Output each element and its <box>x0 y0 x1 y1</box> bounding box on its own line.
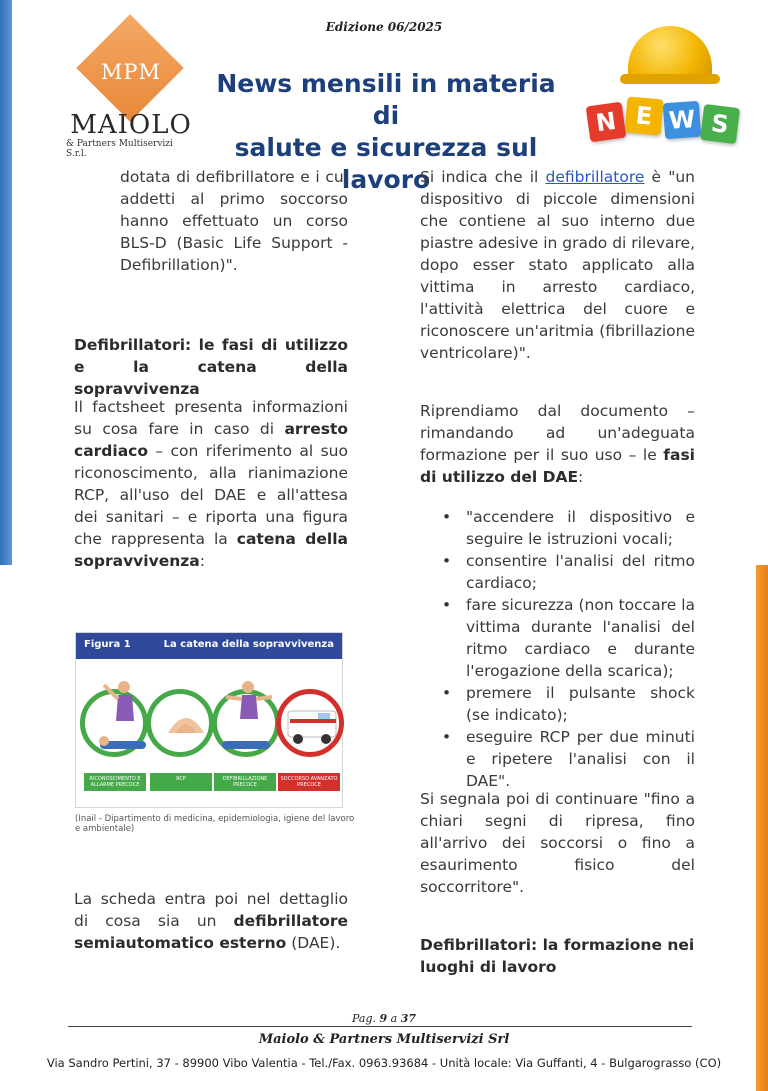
chain-step-3: DEFIBRILLAZIONE PRECOCE <box>214 773 276 791</box>
left-paragraph-dae: La scheda entra poi nel dettaglio di cosa sia un defibrillatore semiautomatico esterno (DAE). <box>74 890 348 952</box>
list-item: • premere il pulsante shock (se indicato); <box>420 682 695 726</box>
list-item: • fare sicurezza (non toccare la vittima durante l'analisi del ritmo cardiaco e durante l'erogazione della scarica); <box>420 594 695 682</box>
right-paragraph-definition: Si indica che il defibrillatore è "un dispositivo di piccole dimensioni che contiene al suo interno due piastre adesive in grado di rilevare, dopo esser stato applicato alla vittima in arresto cardiaco, l'attività elettrica del cuore e riconoscere un'aritmia (fibrillazione ventricolare)". <box>420 168 695 362</box>
left-paragraph-factsheet: Il factsheet presenta informazioni su cosa fare in caso di arresto cardiaco – con riferimento al suo riconoscimento, alla rianimazione RCP, all'uso del DAE e all'attesa dei sanitari – e riporta una figura che rappresenta la catena della sopravvivenza: <box>74 398 348 570</box>
section-heading-formazione: Defibrillatori: la formazione nei luoghi di lavoro <box>420 936 695 976</box>
title-line-2: salute e sicurezza sul lavoro <box>234 133 538 194</box>
dae-steps-list <box>420 506 695 792</box>
right-paragraph-fasi: Riprendiamo dal documento – rimandando ad un'adeguata formazione per il suo uso – le fasi di utilizzo del DAE: <box>420 402 695 486</box>
rescuer-alarm-icon <box>96 677 156 761</box>
news-cube-e: E <box>624 96 663 135</box>
news-cube-s: S <box>700 104 740 144</box>
news-cube-w: W <box>663 101 701 139</box>
cpr-hands-icon <box>162 693 210 753</box>
term-catena: catena della sopravvivenza <box>74 530 348 570</box>
list-item: • consentire l'analisi del ritmo cardiaco; <box>420 550 695 594</box>
term-arresto-cardiaco: arresto cardiaco <box>74 420 348 460</box>
defibrillation-icon <box>216 677 278 761</box>
logo-subtitle: & Partners Multiservizi S.r.l. <box>66 139 173 159</box>
list-item: • eseguire RCP per due minuti e ripetere l'analisi con il DAE". <box>420 726 695 792</box>
survival-chain-figure <box>75 632 343 808</box>
news-cube-n: N <box>586 102 627 143</box>
term-fasi-dae: fasi di utilizzo del DAE <box>420 446 695 486</box>
news-blocks <box>588 98 738 140</box>
chain-step-1: RICONOSCIMENTO E ALLARME PRECOCE <box>84 773 146 791</box>
ambulance-icon <box>286 703 340 747</box>
figure-caption: (Inail - Dipartimento di medicina, epidemiologia, igiene del lavoro e ambientale) <box>75 814 355 834</box>
page-number: Pag. 9 a 37 <box>351 1012 417 1025</box>
figure-title: La catena della sopravvivenza <box>163 639 334 650</box>
chain-step-2: RCP <box>150 773 212 791</box>
hard-hat-icon <box>620 20 720 90</box>
company-logo <box>66 26 196 159</box>
list-item: • "accendere il dispositivo e seguire le istruzioni vocali; <box>420 506 695 550</box>
footer-company: Maiolo & Partners Multiservizi Srl <box>258 1032 510 1047</box>
right-paragraph-continuare: Si segnala poi di continuare "fino a chiari segni di ripresa, fino all'arrivo dei soccorsi o fino a esaurimento fisico del soccorritore". <box>420 790 695 896</box>
footer-address: Via Sandro Pertini, 37 - 89900 Vibo Valentia - Tel./Fax. 0963.93684 - Unità locale: Via Guffanti, 4 - Bulgarograsso (CO) <box>46 1056 722 1070</box>
defibrillatore-link[interactable]: defibrillatore <box>545 168 645 186</box>
logo-initials: MPM <box>100 60 162 84</box>
edition-label: Edizione 06/2025 <box>325 20 443 34</box>
chain-step-4: SOCCORSO AVANZATO PRECOCE <box>278 773 340 791</box>
logo-name: MAIOLO <box>70 110 192 140</box>
left-intro-paragraph: dotata di defibrillatore e i cui addetti al primo soccorso hanno effettuato un corso BLS-D (Basic Life Support - Defibrillation)". <box>120 168 348 274</box>
footer-divider <box>68 1026 692 1027</box>
figure-label: Figura 1 <box>84 639 131 650</box>
left-accent-bar <box>0 0 12 565</box>
term-dae: defibrillatore semiautomatico esterno <box>74 912 348 952</box>
title-line-1: News mensili in materia di <box>216 69 556 130</box>
section-heading-fasi: Defibrillatori: le fasi di utilizzo e la catena della sopravvivenza <box>74 336 348 398</box>
